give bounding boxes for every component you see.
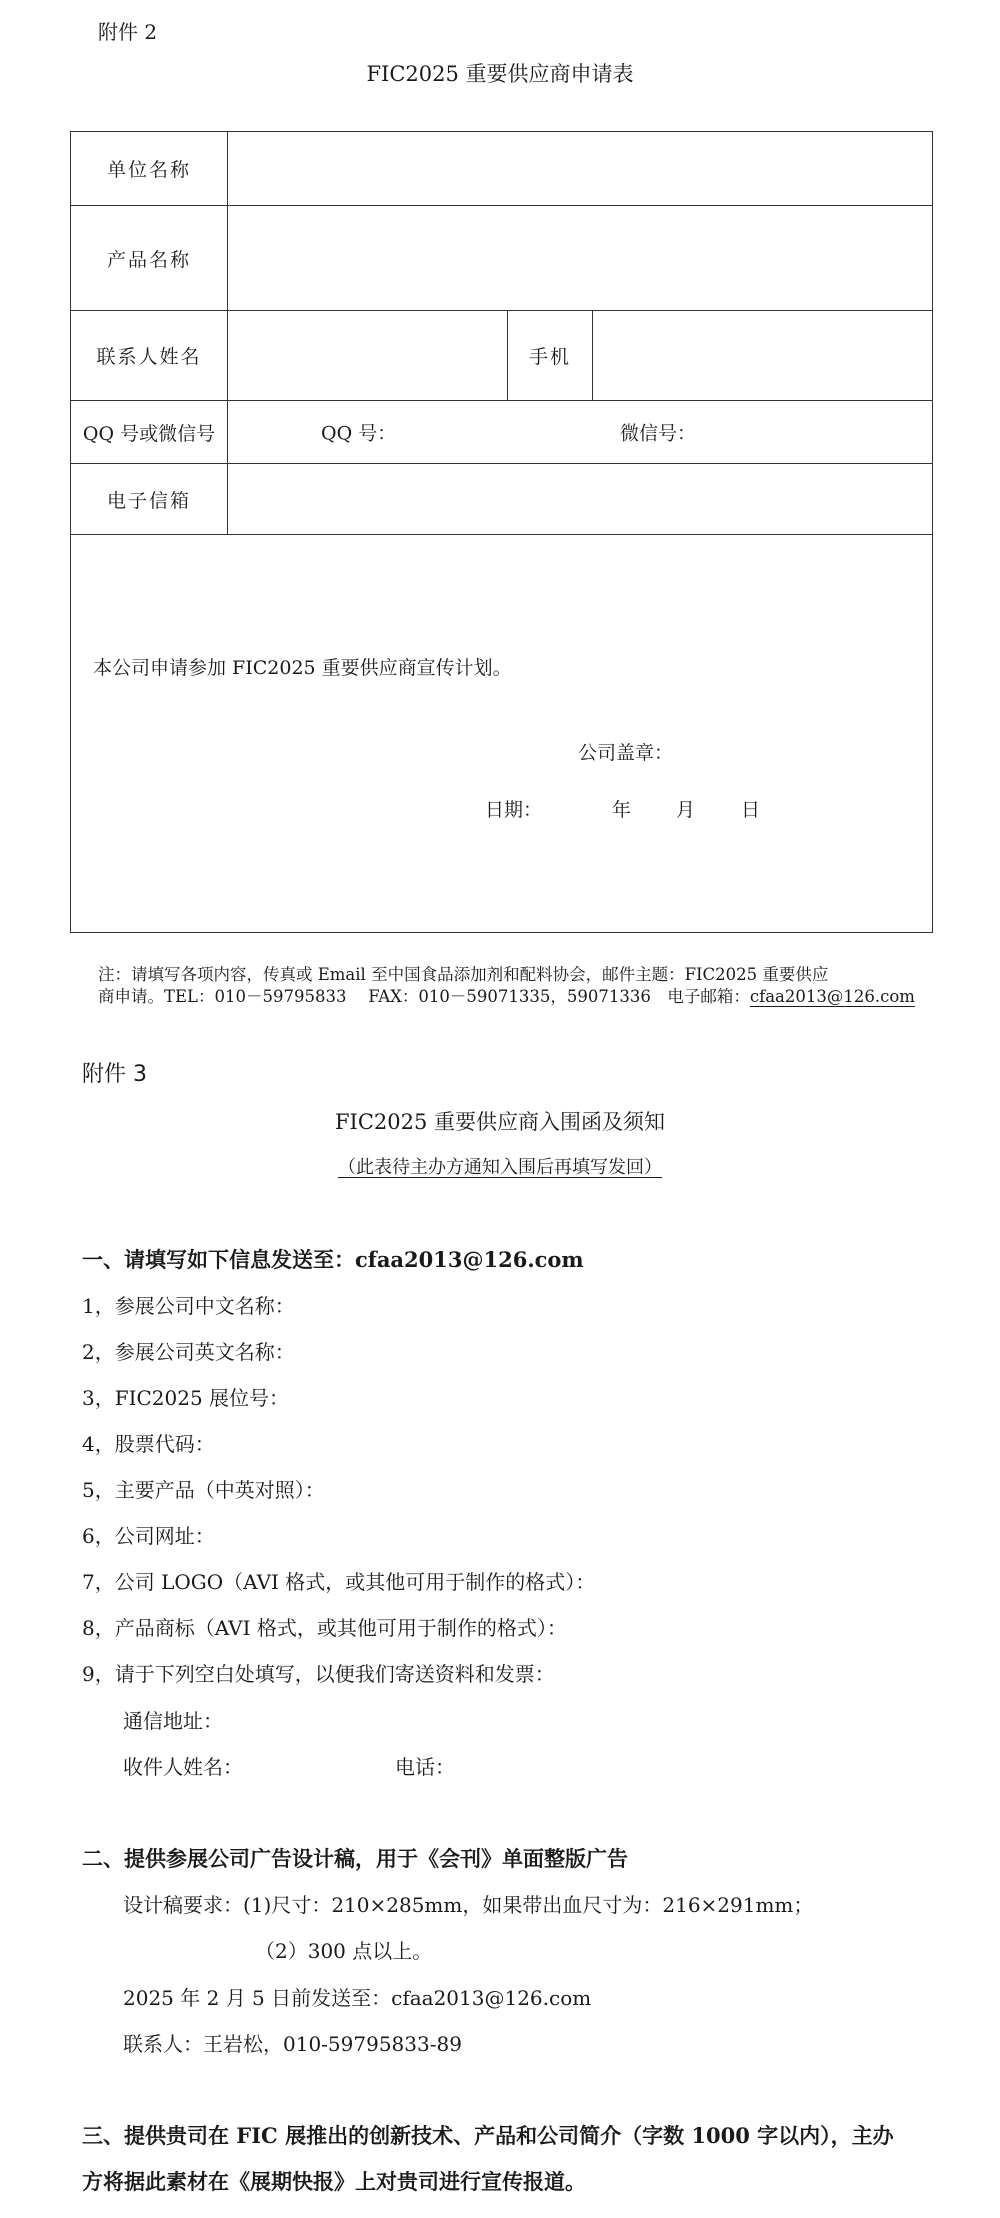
section-2-heading: 二、提供参展公司广告设计稿，用于《会刊》单面整版广告 bbox=[82, 1846, 628, 1871]
design-requirement-1: 设计稿要求：(1)尺寸：210×285mm，如果带出血尺寸为：216×291mm； bbox=[123, 1893, 814, 1917]
info-item-3: 3，FIC2025 展位号： bbox=[82, 1386, 290, 1410]
date-year: 年 bbox=[612, 799, 632, 821]
form-title: FIC2025 重要供应商申请表 bbox=[366, 62, 634, 86]
info-item-2: 2，参展公司英文名称： bbox=[82, 1340, 295, 1364]
submission-deadline: 2025 年 2 月 5 日前发送至：cfaa2013@126.com bbox=[123, 1986, 592, 2010]
recipient-name-label: 收件人姓名： bbox=[123, 1755, 243, 1779]
qq-wechat-label: QQ 号或微信号 bbox=[71, 401, 228, 464]
email-link[interactable]: cfaa2013@126.com bbox=[749, 987, 915, 1006]
info-item-9: 9，请于下列空白处填写，以便我们寄送资料和发票： bbox=[82, 1662, 555, 1686]
notice-subtitle: （此表待主办方通知入围后再填写发回） bbox=[338, 1157, 662, 1178]
mobile-label: 手机 bbox=[508, 311, 593, 401]
form-note-line-2 bbox=[98, 983, 915, 1007]
info-item-5: 5，主要产品（中英对照）： bbox=[82, 1478, 325, 1502]
qq-wechat-field[interactable] bbox=[228, 401, 933, 464]
declaration-area bbox=[71, 535, 933, 933]
notice-subtitle-wrap bbox=[0, 1153, 1000, 1179]
date-label: 日期： bbox=[485, 799, 543, 821]
date-day: 日 bbox=[741, 799, 761, 821]
product-name-label: 产品名称 bbox=[71, 206, 228, 311]
recipient-phone-label: 电话： bbox=[395, 1755, 455, 1779]
unit-name-field[interactable] bbox=[228, 132, 933, 206]
notice-title: FIC2025 重要供应商入围函及须知 bbox=[334, 1110, 666, 1134]
info-item-4: 4，股票代码： bbox=[82, 1432, 215, 1456]
contact-person: 联系人：王岩松，010-59795833-89 bbox=[123, 2032, 462, 2056]
form-note-line-1: 注：请填写各项内容，传真或 Email 至中国食品添加剂和配料协会，邮件主题：FIC2025 重要供应 bbox=[98, 965, 829, 984]
mobile-field[interactable] bbox=[593, 311, 933, 401]
company-seal-label: 公司盖章： bbox=[578, 742, 674, 764]
contact-name-label: 联系人姓名 bbox=[71, 311, 228, 401]
info-item-7: 7，公司 LOGO（AVI 格式，或其他可用于制作的格式）： bbox=[82, 1570, 596, 1594]
email-label: 电子信箱 bbox=[71, 464, 228, 535]
wechat-label: 微信号： bbox=[620, 422, 697, 445]
section-3-heading-line-1: 三、提供贵司在 FIC 展推出的创新技术、产品和公司简介（字数 1000 字以内），主办 bbox=[82, 2123, 894, 2148]
design-requirement-2: （2）300 点以上。 bbox=[255, 1939, 433, 1963]
info-item-8: 8，产品商标（AVI 格式，或其他可用于制作的格式）： bbox=[82, 1616, 567, 1640]
product-name-field[interactable] bbox=[228, 206, 933, 311]
unit-name-label: 单位名称 bbox=[71, 132, 228, 206]
attachment-3-label: 附件 3 bbox=[82, 1062, 147, 1087]
contact-name-field[interactable] bbox=[228, 311, 508, 401]
section-3-heading-line-2: 方将据此素材在《展期快报》上对贵司进行宣传报道。 bbox=[82, 2169, 586, 2194]
email-field[interactable] bbox=[228, 464, 933, 535]
application-form bbox=[70, 131, 933, 933]
info-item-6: 6，公司网址： bbox=[82, 1524, 215, 1548]
date-month: 月 bbox=[676, 799, 696, 821]
declaration-statement: 本公司申请参加 FIC2025 重要供应商宣传计划。 bbox=[93, 657, 512, 679]
info-item-1: 1，参展公司中文名称： bbox=[82, 1294, 295, 1318]
attachment-2-label: 附件 2 bbox=[98, 20, 158, 44]
mailing-address-label: 通信地址： bbox=[123, 1709, 223, 1733]
section-1-heading: 一、请填写如下信息发送至：cfaa2013@126.com bbox=[82, 1247, 584, 1272]
qq-label: QQ 号： bbox=[321, 422, 397, 445]
form-note-contact: 商申请。TEL：010－59795833 FAX：010－59071335，59071336 电子邮箱： bbox=[98, 987, 750, 1006]
